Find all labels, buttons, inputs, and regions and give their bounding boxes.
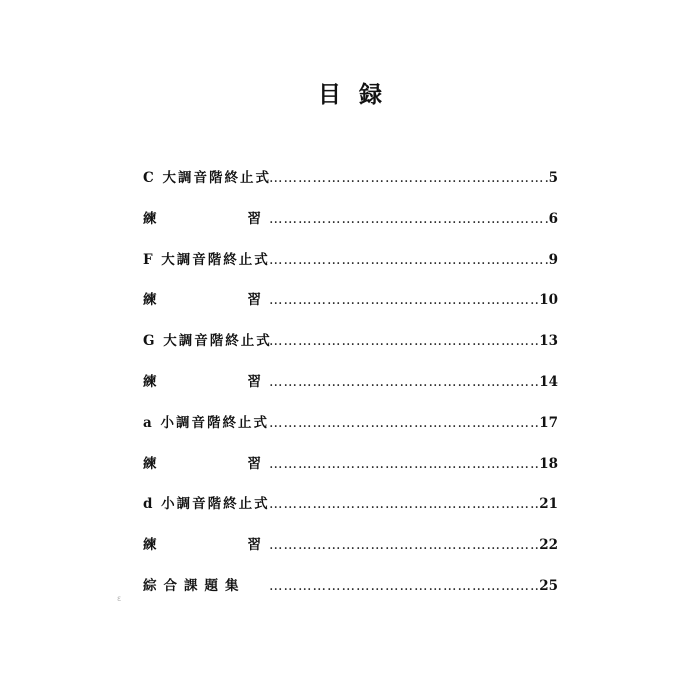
dot-leader	[261, 211, 549, 227]
dot-leader	[261, 292, 539, 308]
toc-entry-page: 14	[539, 373, 558, 390]
toc-entry-page: 9	[548, 251, 558, 268]
toc-entry-page: 25	[539, 577, 558, 594]
toc-entry-label: G 大調音階終止式	[143, 333, 272, 350]
dot-leader	[261, 252, 549, 268]
toc-entry-label: 練 習	[143, 210, 261, 227]
toc-entry-label: a 小調音階終止式	[143, 414, 269, 431]
toc-entry-page: 17	[539, 414, 558, 431]
toc-entry[interactable]	[143, 533, 558, 574]
toc-entry-label: C 大調音階終止式	[143, 170, 271, 186]
dot-leader	[261, 537, 539, 553]
toc-entry[interactable]	[143, 207, 558, 248]
dot-leader	[261, 333, 539, 349]
table-of-contents	[143, 166, 558, 615]
toc-entry-page: 21	[539, 496, 558, 513]
toc-entry[interactable]	[143, 248, 558, 289]
toc-entry-label: F 大調音階終止式	[143, 251, 270, 268]
toc-entry-page: 13	[539, 333, 558, 350]
toc-entry[interactable]	[143, 370, 558, 411]
dot-leader	[261, 578, 539, 594]
toc-entry-label: 練 習	[143, 292, 261, 309]
toc-entry-page: 5	[548, 170, 558, 186]
page-title: 目録	[318, 82, 400, 108]
toc-entry[interactable]	[143, 492, 558, 533]
toc-entry[interactable]	[143, 411, 558, 452]
toc-entry-page: 10	[539, 292, 558, 309]
toc-entry[interactable]	[143, 452, 558, 493]
toc-entry[interactable]	[143, 574, 558, 615]
toc-entry-label: 練 習	[143, 455, 261, 472]
dot-leader	[261, 415, 539, 431]
toc-entry[interactable]	[143, 288, 558, 329]
toc-entry[interactable]	[143, 329, 558, 370]
dot-leader	[261, 496, 539, 512]
toc-entry-page: 6	[548, 210, 558, 227]
toc-entry-label: 練 習	[143, 373, 261, 390]
toc-entry-label: 綜合課題集	[143, 577, 246, 594]
stray-mark: ε	[117, 594, 122, 603]
dot-leader	[261, 456, 539, 472]
dot-leader	[261, 374, 539, 390]
toc-entry-label: d 小調音階終止式	[143, 496, 270, 513]
toc-entry-page: 22	[539, 537, 558, 554]
toc-entry-page: 18	[539, 455, 558, 472]
toc-entry-label: 練 習	[143, 537, 261, 554]
toc-entry[interactable]	[143, 166, 558, 207]
dot-leader	[261, 170, 549, 186]
